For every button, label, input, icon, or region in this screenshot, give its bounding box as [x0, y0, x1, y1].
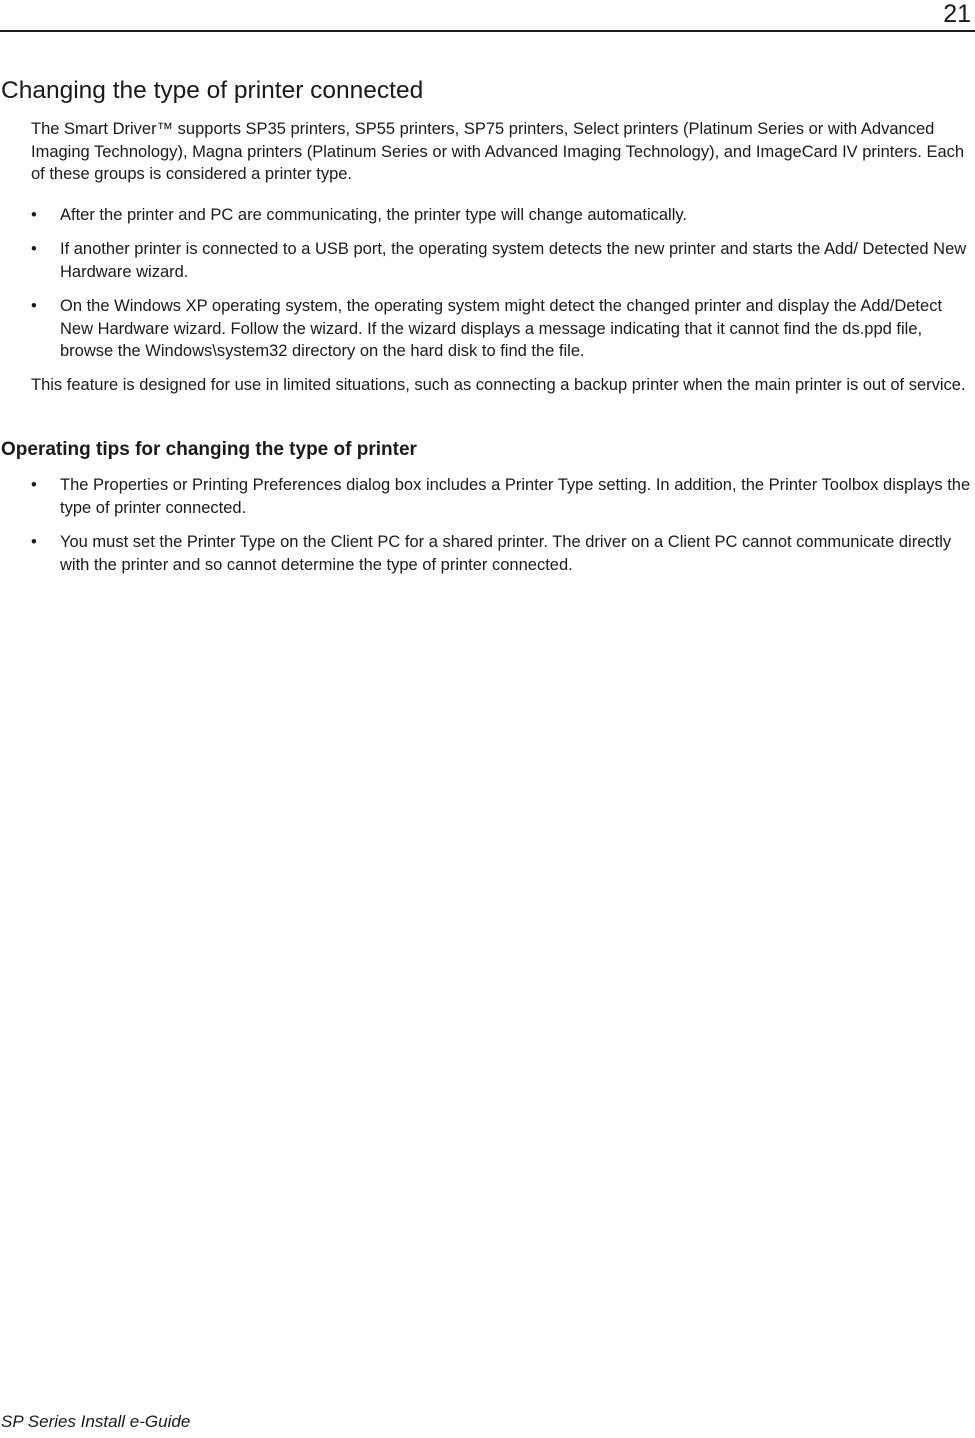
bullet-icon: • [31, 297, 37, 315]
tips-heading: Operating tips for changing the type of printer [1, 439, 417, 460]
section-title: Changing the type of printer connected [1, 77, 424, 104]
closing-paragraph: This feature is designed for use in limited situations, such as connecting a backup printer when the main printer is out of service. [31, 376, 966, 394]
bullet-icon: • [31, 240, 37, 258]
list-item-text: After the printer and PC are communicating, the printer type will change automatically. [60, 206, 687, 224]
list-item-text: On the Windows XP operating system, the operating system might detect the changed printer and display the Add/Detect New Hardware wizard. Follow the wizard. If the wizard displays a message indicating that it cannot find the ds.ppd file, browse the Windows\system32 directory on the hard disk to find the file. [60, 297, 943, 360]
bullet-icon: • [31, 533, 37, 551]
footer-title: SP Series Install e-Guide [1, 1412, 191, 1431]
bullet-icon: • [31, 476, 37, 494]
header-rule [0, 30, 975, 32]
intro-paragraph: The Smart Driver™ supports SP35 printers, SP55 printers, SP75 printers, Select printers (Platinum Series or with Advanced Imaging Technology), Magna printers (Platinum Series or with Advanced Imaging Technology), and ImageCard IV printers. Each of these groups is considered a printer type. [31, 120, 965, 183]
bullet-icon: • [31, 206, 37, 224]
list-item-text: The Properties or Printing Preferences dialog box includes a Printer Type setting. In addition, the Printer Toolbox displays the type of printer connected. [60, 476, 971, 517]
page-number: 21 [943, 0, 971, 28]
list-item-text: You must set the Printer Type on the Client PC for a shared printer. The driver on a Client PC cannot communicate directly with the printer and so cannot determine the type of printer connected. [60, 533, 952, 574]
list-item-text: If another printer is connected to a USB port, the operating system detects the new printer and starts the Add/ Detected New Hardware wizard. [60, 240, 967, 281]
